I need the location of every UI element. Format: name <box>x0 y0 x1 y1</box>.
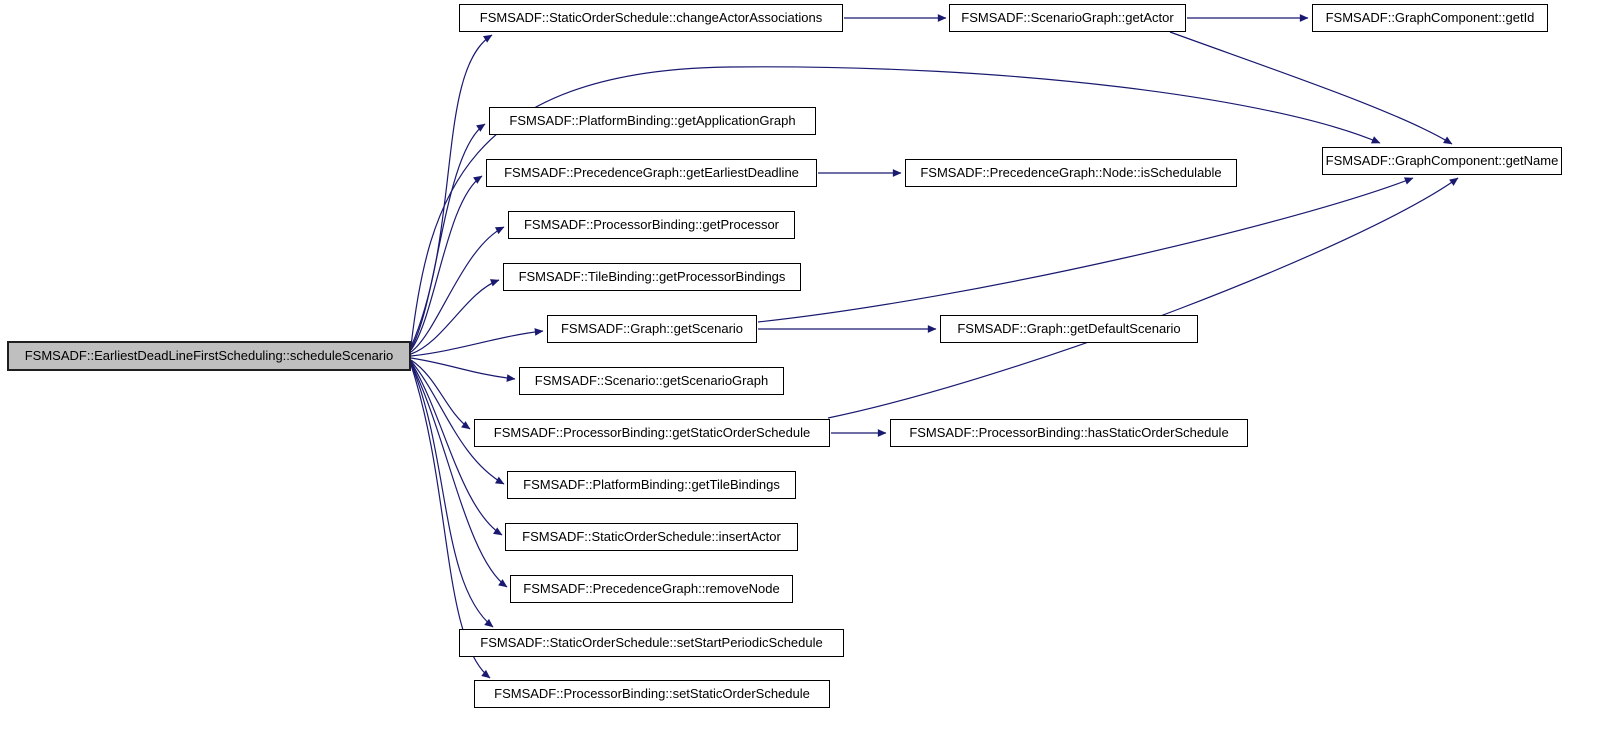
node-getearliestdeadline[interactable]: FSMSADF::PrecedenceGraph::getEarliestDeadline <box>486 159 817 187</box>
node-getid[interactable]: FSMSADF::GraphComponent::getId <box>1312 4 1548 32</box>
node-getscenario[interactable]: FSMSADF::Graph::getScenario <box>547 315 757 343</box>
node-insertactor[interactable]: FSMSADF::StaticOrderSchedule::insertActor <box>505 523 798 551</box>
edge-scheduleScenario-getScenario <box>411 331 543 356</box>
node-gettilebindings[interactable]: FSMSADF::PlatformBinding::getTileBindings <box>507 471 796 499</box>
node-getscenariograph[interactable]: FSMSADF::Scenario::getScenarioGraph <box>519 367 784 395</box>
edge-scheduleScenario-getScenarioGraph <box>411 358 515 379</box>
node-setstaticorderschedule[interactable]: FSMSADF::ProcessorBinding::setStaticOrderSchedule <box>474 680 830 708</box>
node-hasstaticorderschedule[interactable]: FSMSADF::ProcessorBinding::hasStaticOrderSchedule <box>890 419 1248 447</box>
edge-scheduleScenario-setStartPeriodicSchedule <box>411 364 493 627</box>
edge-scheduleScenario-getProcessorBindings <box>411 280 499 354</box>
edge-scheduleScenario-removeNode <box>411 363 507 587</box>
node-removenode[interactable]: FSMSADF::PrecedenceGraph::removeNode <box>510 575 793 603</box>
edge-scheduleScenario-insertActor <box>411 362 502 535</box>
node-getstaticorderschedule[interactable]: FSMSADF::ProcessorBinding::getStaticOrderSchedule <box>474 419 830 447</box>
node-setstartperiodicschedule[interactable]: FSMSADF::StaticOrderSchedule::setStartPeriodicSchedule <box>459 629 844 657</box>
edge-getScenario-getName <box>758 178 1413 322</box>
edge-scheduleScenario-getProcessor <box>411 227 504 352</box>
node-schedulescenario: FSMSADF::EarliestDeadLineFirstScheduling::scheduleScenario <box>7 341 411 371</box>
node-getprocessor[interactable]: FSMSADF::ProcessorBinding::getProcessor <box>508 211 795 239</box>
node-changeactorassociations[interactable]: FSMSADF::StaticOrderSchedule::changeActorAssociations <box>459 4 843 32</box>
node-getprocessorbindings[interactable]: FSMSADF::TileBinding::getProcessorBindings <box>503 263 801 291</box>
node-isschedulable[interactable]: FSMSADF::PrecedenceGraph::Node::isSchedulable <box>905 159 1237 187</box>
node-getapplicationgraph[interactable]: FSMSADF::PlatformBinding::getApplicationGraph <box>489 107 816 135</box>
node-getactor[interactable]: FSMSADF::ScenarioGraph::getActor <box>949 4 1186 32</box>
node-getname[interactable]: FSMSADF::GraphComponent::getName <box>1322 147 1562 175</box>
edge-getActor-getName <box>1170 32 1452 144</box>
node-getdefaultscenario[interactable]: FSMSADF::Graph::getDefaultScenario <box>940 315 1198 343</box>
